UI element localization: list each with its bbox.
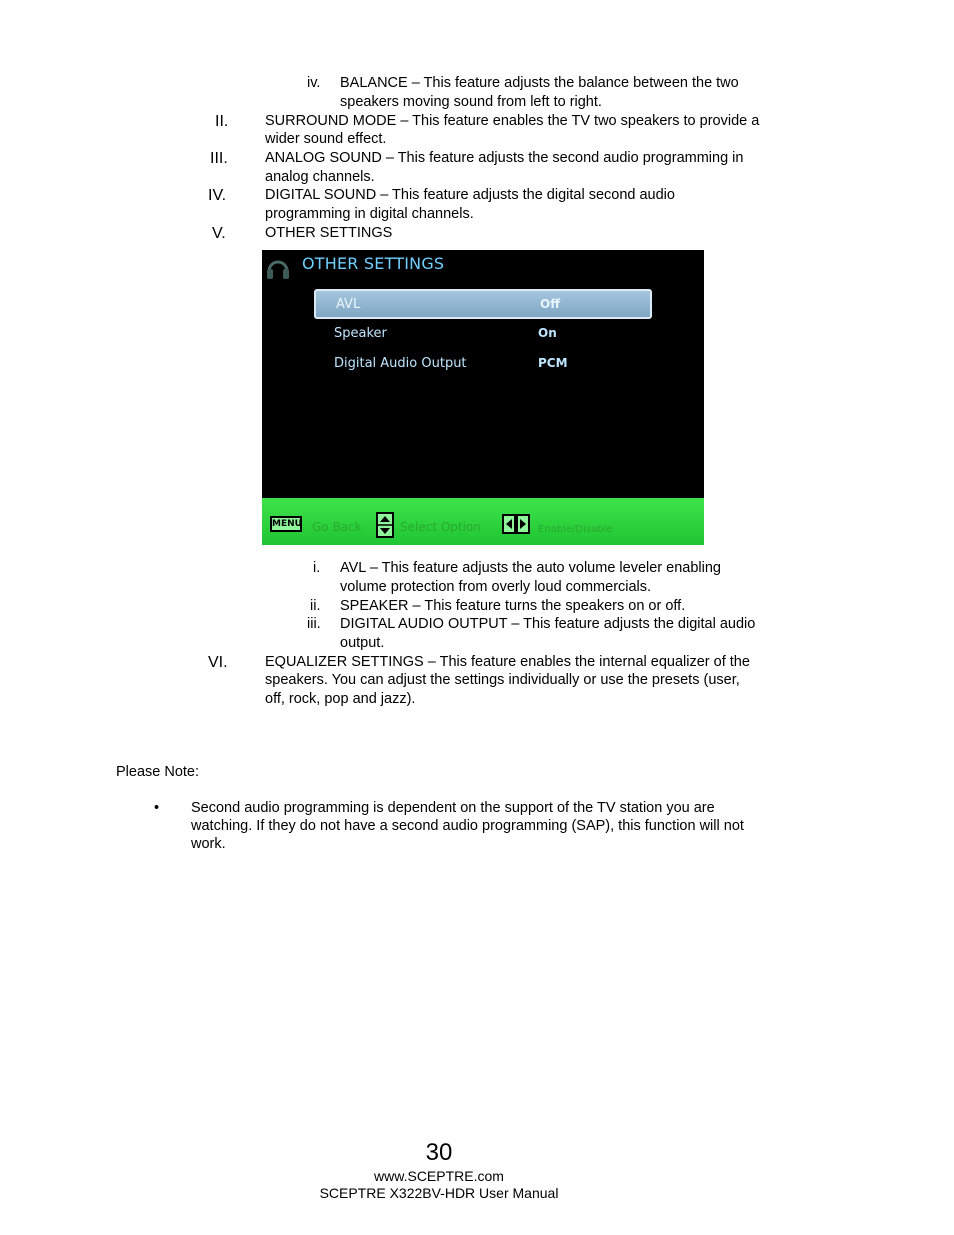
list-marker-VI: VI. xyxy=(208,654,228,671)
note-text-line3: work. xyxy=(191,836,226,852)
note-text-line1: Second audio programming is dependent on the support of the TV station you are xyxy=(191,800,715,816)
tv-menu-hint-bar xyxy=(262,498,704,545)
balance-text-line1: BALANCE – This feature adjusts the balance between the two xyxy=(340,75,739,91)
tv-row-label: Digital Audio Output xyxy=(334,356,467,371)
list-marker-ii: ii. xyxy=(310,598,321,614)
speaker-text-line1: SPEAKER – This feature turns the speakers on or off. xyxy=(340,598,686,614)
list-marker-iii: iii. xyxy=(307,616,321,632)
note-heading: Please Note: xyxy=(116,764,200,780)
tv-row-label: AVL xyxy=(336,297,361,312)
list-marker-i: i. xyxy=(313,560,321,576)
left-right-arrows-icon xyxy=(502,514,530,534)
avl-text-line1: AVL – This feature adjusts the auto volume leveler enabling xyxy=(340,560,721,576)
list-marker-iv: iv. xyxy=(307,75,321,91)
tv-row-value: PCM xyxy=(538,356,568,370)
digital-audio-output-text-line1: DIGITAL AUDIO OUTPUT – This feature adjusts the digital audio xyxy=(340,616,756,632)
up-down-arrows-icon xyxy=(376,512,394,538)
note-text-line2: watching. If they do not have a second audio programming (SAP), this function will not xyxy=(191,818,744,834)
surround-text-line2: wider sound effect. xyxy=(265,131,387,147)
list-marker-III: III. xyxy=(210,150,228,167)
go-back-hint: Go Back xyxy=(312,520,362,534)
list-marker-V: V. xyxy=(212,225,226,242)
tv-menu-title: OTHER SETTINGS xyxy=(302,254,445,273)
adjust-hint: Enable/Disable xyxy=(538,524,613,535)
avl-text-line2: volume protection from overly loud commercials. xyxy=(340,579,652,595)
tv-menu-row-digital-audio-output xyxy=(314,349,652,379)
headphones-icon xyxy=(264,253,292,281)
note-bullet: • xyxy=(154,800,160,816)
surround-text-line1: SURROUND MODE – This feature enables the TV two speakers to provide a xyxy=(265,113,760,129)
list-marker-II: II. xyxy=(215,113,229,130)
tv-menu-row-avl xyxy=(314,289,652,319)
equalizer-text-line2: speakers. You can adjust the settings individually or use the presets (user, xyxy=(265,672,740,688)
digital-text-line1: DIGITAL SOUND – This feature adjusts the digital second audio xyxy=(265,187,675,203)
equalizer-text-line1: EQUALIZER SETTINGS – This feature enables the internal equalizer of the xyxy=(265,654,750,670)
tv-row-value: Off xyxy=(540,297,560,311)
footer-manual-title: SCEPTRE X322BV-HDR User Manual xyxy=(319,1185,559,1201)
analog-text-line2: analog channels. xyxy=(265,169,375,185)
page-number: 30 xyxy=(425,1139,453,1166)
balance-text-line2: speakers moving sound from left to right. xyxy=(340,94,602,110)
menu-key-icon: MENU xyxy=(270,516,302,532)
select-option-hint: Select Option xyxy=(400,520,481,534)
other-settings-heading: OTHER SETTINGS xyxy=(265,225,393,241)
digital-text-line2: programming in digital channels. xyxy=(265,206,474,222)
digital-audio-output-text-line2: output. xyxy=(340,635,385,651)
equalizer-text-line3: off, rock, pop and jazz). xyxy=(265,691,416,707)
tv-menu-row-speaker xyxy=(314,319,652,349)
tv-row-value: On xyxy=(538,326,557,340)
analog-text-line1: ANALOG SOUND – This feature adjusts the second audio programming in xyxy=(265,150,744,166)
tv-menu-screenshot xyxy=(262,250,704,545)
tv-row-label: Speaker xyxy=(334,326,387,341)
footer-url: www.SCEPTRE.com xyxy=(374,1168,504,1184)
list-marker-IV: IV. xyxy=(208,187,227,204)
